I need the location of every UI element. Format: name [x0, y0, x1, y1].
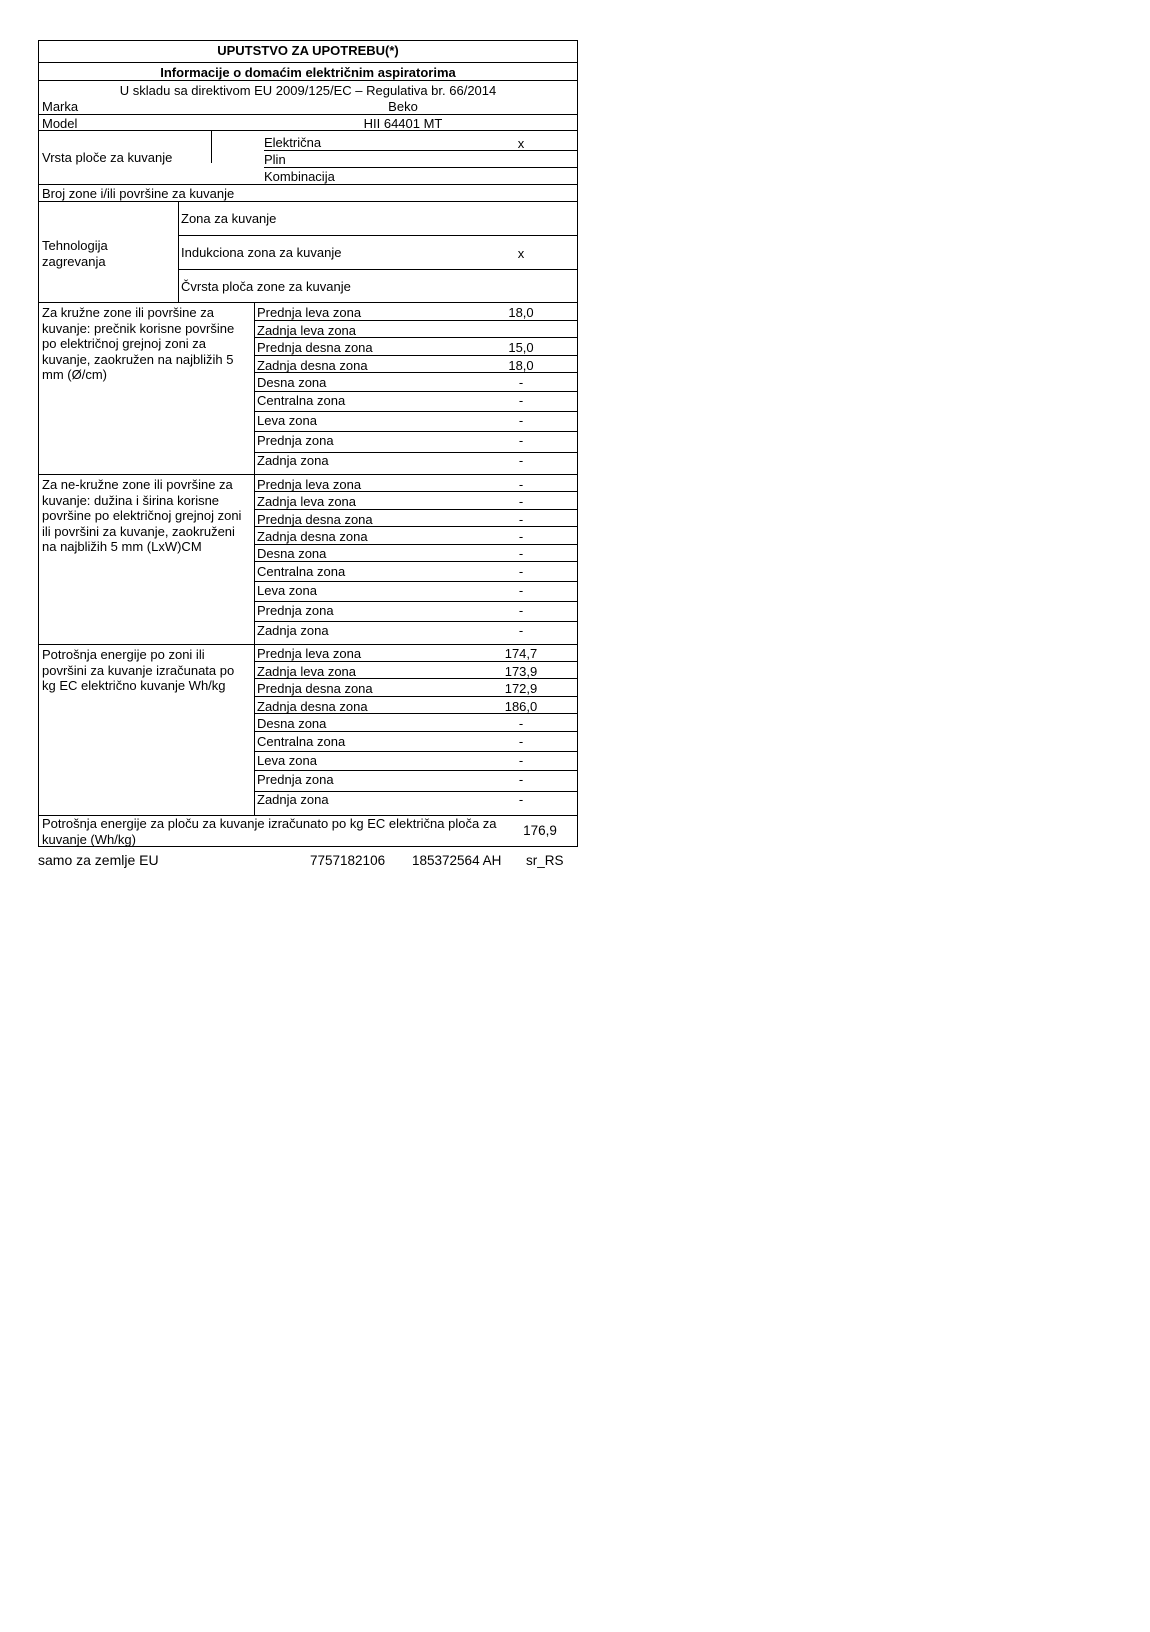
row-divider: [254, 526, 578, 527]
row-divider: [254, 544, 578, 545]
zone-name: Prednja leva zona: [257, 477, 362, 492]
row-divider: [254, 491, 578, 492]
row-divider: [254, 678, 578, 679]
zone-value: -: [518, 453, 524, 468]
table-border-right: [577, 40, 578, 846]
zones-count-label: Broj zone i/ili površine za kuvanje: [42, 186, 235, 201]
zone-name: Zadnja leva zona: [257, 494, 357, 509]
zone-value: -: [518, 623, 524, 638]
zone-name: Zadnja zona: [257, 792, 329, 807]
zone-value: -: [518, 413, 524, 428]
zone-value: -: [518, 494, 524, 509]
zone-value: -: [518, 772, 524, 787]
footer-locale: sr_RS: [526, 853, 564, 868]
zone-value: -: [518, 753, 524, 768]
zone-value: 186,0: [504, 699, 538, 714]
row-divider: [254, 320, 578, 321]
document-subtitle: Informacije o domaćim električnim aspiratorima: [160, 65, 456, 80]
heating-option: Čvrsta ploča zone za kuvanje: [181, 279, 351, 294]
row-divider: [38, 80, 578, 81]
zone-value: -: [518, 792, 524, 807]
energy-total-label: Potrošnja energije za ploču za kuvanje izračunato po kg EC električna ploča za kuvanje (Wh/kg): [42, 816, 497, 847]
row-divider: [38, 62, 578, 63]
column-divider: [254, 302, 255, 684]
zone-name: Leva zona: [257, 583, 317, 598]
zone-name: Prednja desna zona: [257, 340, 373, 355]
row-divider: [254, 355, 578, 356]
directive-text: U skladu sa direktivom EU 2009/125/EC – Regulativa br. 66/2014: [119, 83, 497, 98]
column-divider: [178, 201, 179, 302]
row-divider: [38, 184, 578, 185]
row-divider: [254, 452, 578, 453]
heating-mark: x: [517, 246, 525, 261]
zone-value: -: [518, 603, 524, 618]
row-divider: [254, 731, 578, 732]
heating-option: Indukciona zona za kuvanje: [181, 245, 342, 260]
model-value: HII 64401 MT: [363, 116, 443, 131]
model-label: Model: [42, 116, 78, 131]
noncircular-zones-label: Za ne-kružne zone ili površine za kuvanje: dužina i širina korisne površine po električnoj grejnoj zoni ili površini za kuvanje, zaokruženi na najbližih 5 mm (LxW)CM: [42, 477, 242, 554]
zone-name: Desna zona: [257, 716, 327, 731]
row-divider: [178, 269, 578, 270]
footer-code-2: 185372564 AH: [412, 853, 502, 868]
row-divider: [254, 713, 578, 714]
zone-name: Prednja desna zona: [257, 512, 373, 527]
circular-zones-label: Za kružne zone ili površine za kuvanje: prečnik korisne površine po električnoj grejnoj zoni za kuvanje, zaokružen na najbližih 5 mm (Ø/cm): [42, 305, 235, 382]
hob-type-option: Kombinacija: [264, 169, 335, 184]
row-divider: [254, 581, 578, 582]
zone-name: Prednja leva zona: [257, 305, 362, 320]
row-divider: [254, 696, 578, 697]
zone-name: Zadnja desna zona: [257, 699, 368, 714]
hob-type-mark: x: [517, 136, 525, 151]
zone-value: 15,0: [508, 340, 534, 355]
row-divider: [264, 150, 578, 151]
zone-value: 172,9: [504, 681, 538, 696]
zone-name: Centralna zona: [257, 564, 346, 579]
row-divider: [254, 661, 578, 662]
row-divider: [254, 431, 578, 432]
row-divider: [38, 644, 578, 645]
zone-name: Zadnja zona: [257, 453, 329, 468]
row-divider: [254, 770, 578, 771]
table-border-left: [38, 40, 39, 846]
zone-value: -: [518, 564, 524, 579]
document-title: UPUTSTVO ZA UPOTREBU(*): [217, 43, 399, 58]
zone-name: Centralna zona: [257, 734, 346, 749]
brand-label: Marka: [42, 99, 79, 114]
row-divider: [254, 509, 578, 510]
zone-name: Prednja desna zona: [257, 681, 373, 696]
row-divider: [38, 302, 578, 303]
zone-name: Leva zona: [257, 413, 317, 428]
row-divider: [254, 391, 578, 392]
zone-name: Prednja zona: [257, 433, 334, 448]
zone-value: -: [518, 477, 524, 492]
row-divider: [254, 337, 578, 338]
energy-total-value: 176,9: [523, 823, 557, 838]
row-divider: [38, 474, 578, 475]
heating-technology-label: Tehnologija zagrevanja: [42, 238, 108, 269]
zone-value: 18,0: [508, 305, 534, 320]
zone-value: -: [518, 583, 524, 598]
row-divider: [178, 235, 578, 236]
zone-value: -: [518, 529, 524, 544]
row-divider: [264, 167, 578, 168]
zone-value: -: [518, 734, 524, 749]
hob-type-option: Električna: [264, 135, 322, 150]
energy-per-zone-label: Potrošnja energije po zoni ili površini za kuvanje izračunata po kg EC električno kuvanje Wh/kg: [42, 647, 235, 693]
zone-name: Zadnja zona: [257, 623, 329, 638]
zone-name: Prednja leva zona: [257, 646, 362, 661]
zone-name: Prednja zona: [257, 603, 334, 618]
table-border-top: [38, 40, 578, 41]
row-divider: [38, 114, 578, 115]
zone-value: -: [518, 716, 524, 731]
heating-option: Zona za kuvanje: [181, 211, 277, 226]
row-divider: [254, 561, 578, 562]
row-divider: [254, 751, 578, 752]
zone-name: Leva zona: [257, 753, 317, 768]
row-divider: [254, 601, 578, 602]
zone-name: Zadnja leva zona: [257, 664, 357, 679]
hob-type-label: Vrsta ploče za kuvanje: [42, 150, 173, 165]
zone-value: -: [518, 433, 524, 448]
zone-value: 174,7: [504, 646, 538, 661]
brand-value: Beko: [388, 99, 418, 114]
row-divider: [254, 372, 578, 373]
row-divider: [254, 411, 578, 412]
zone-value: 18,0: [508, 358, 534, 373]
hob-type-option: Plin: [264, 152, 286, 167]
footer-code-1: 7757182106: [310, 853, 386, 868]
zone-name: Desna zona: [257, 546, 327, 561]
zone-name: Zadnja leva zona: [257, 323, 357, 338]
zone-name: Zadnja desna zona: [257, 529, 368, 544]
zone-value: -: [518, 393, 524, 408]
zone-value: -: [518, 546, 524, 561]
row-divider: [254, 791, 578, 792]
zone-value: -: [518, 512, 524, 527]
zone-value: 173,9: [504, 664, 538, 679]
zone-value: -: [518, 375, 524, 390]
zone-name: Desna zona: [257, 375, 327, 390]
row-divider: [254, 621, 578, 622]
footer-note: samo za zemlje EU: [38, 852, 159, 868]
zone-name: Prednja zona: [257, 772, 334, 787]
row-divider: [38, 201, 578, 202]
zone-name: Zadnja desna zona: [257, 358, 368, 373]
zone-name: Centralna zona: [257, 393, 346, 408]
row-divider: [38, 130, 578, 131]
column-divider: [211, 130, 212, 163]
